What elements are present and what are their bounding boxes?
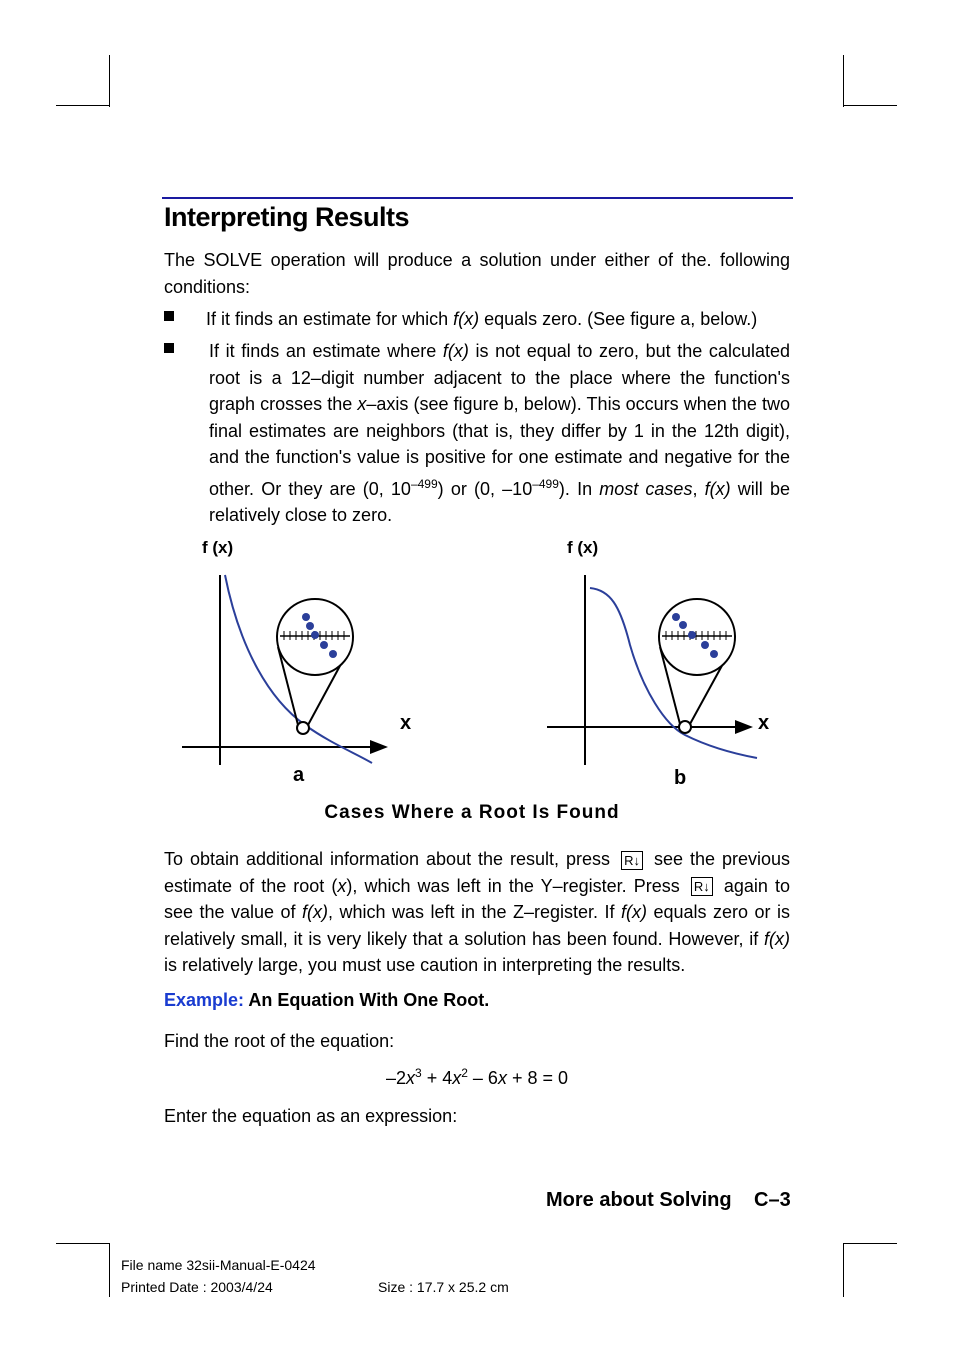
figure-caption: Cases Where a Root Is Found [324,802,620,823]
intro-paragraph: The SOLVE operation will produce a solution under either of the. following conditions: [164,250,790,297]
figure-a-label: a [293,764,305,786]
meta-file-name: File name 32sii-Manual-E-0424 [121,1257,316,1273]
figure-a-ylabel: f (x) [202,538,234,557]
figure-a-graph [170,560,400,780]
roll-down-key: R↓ [691,877,713,896]
root-point [679,721,691,733]
zoom-circle [659,599,735,675]
bullet-mark [164,311,174,321]
root-point [297,722,309,734]
page-heading: Interpreting Results [164,202,410,232]
footer-page-number: C–3 [754,1189,791,1211]
results-paragraph: To obtain additional information about the result, press R↓ see the previous estimate of the root (x), which was left in the Y–register. Press R↓ again to see the value of f(x), which was left in the Z–register. If f(x) equals zero or is relatively small, it is very likely that a solution has been found. However, if f(x) is relatively large, you must use caution in interpreting the results. [164,849,791,975]
figure-b-xlabel: x [758,712,770,734]
bullet-item-2: If it finds an estimate where f(x) is not equal to zero, but the calculated root is a 12–digit number adjacent to the place where the function's graph crosses the x–axis (see figure b, below). This occurs when the two final estimates are neighbors (that is, they differ by 1 in the 12th digit), and the function's value is positive for one estimate and negative for the other. Or they are (0, $10^{-499}$) or (0, $-10^{-499}$). In most cases, f(x) will be relatively close to zero. [164,338,790,529]
example-label: Example: [164,990,245,1010]
crop-mark [843,1243,844,1297]
heading-rule [162,197,793,199]
crop-mark [56,1243,110,1244]
example-heading [164,990,489,1011]
bullet-mark [164,343,174,353]
x-axis-arrow [735,720,753,734]
find-root-text: Find the root of the equation: [164,1031,395,1051]
meta-printed-date: Printed Date : 2003/4/24 [121,1279,273,1295]
equation: $-2x^3 + 4x^2 - 6x + 8 = 0$ [385,1066,569,1088]
example-title: An Equation With One Root. [248,990,490,1010]
meta-size: Size : 17.7 x 25.2 cm [378,1279,509,1295]
crop-mark [56,105,110,106]
crop-mark [843,105,897,106]
roll-down-key: R↓ [621,851,643,870]
bullet-item-1: If it finds an estimate for which f(x) equals zero. (See figure a, below.) [164,306,790,333]
footer-section-title: More about Solving [546,1189,732,1211]
figure-b-label: b [674,767,687,789]
figure-b-ylabel: f (x) [567,538,599,557]
crop-mark [843,1243,897,1244]
figure-a-xlabel: x [400,712,412,734]
figure-b-graph [535,560,765,780]
crop-mark [843,55,844,107]
crop-mark [109,55,110,107]
x-axis-arrow [370,740,388,754]
crop-mark [109,1243,110,1297]
enter-expression-text: Enter the equation as an expression: [164,1106,458,1126]
